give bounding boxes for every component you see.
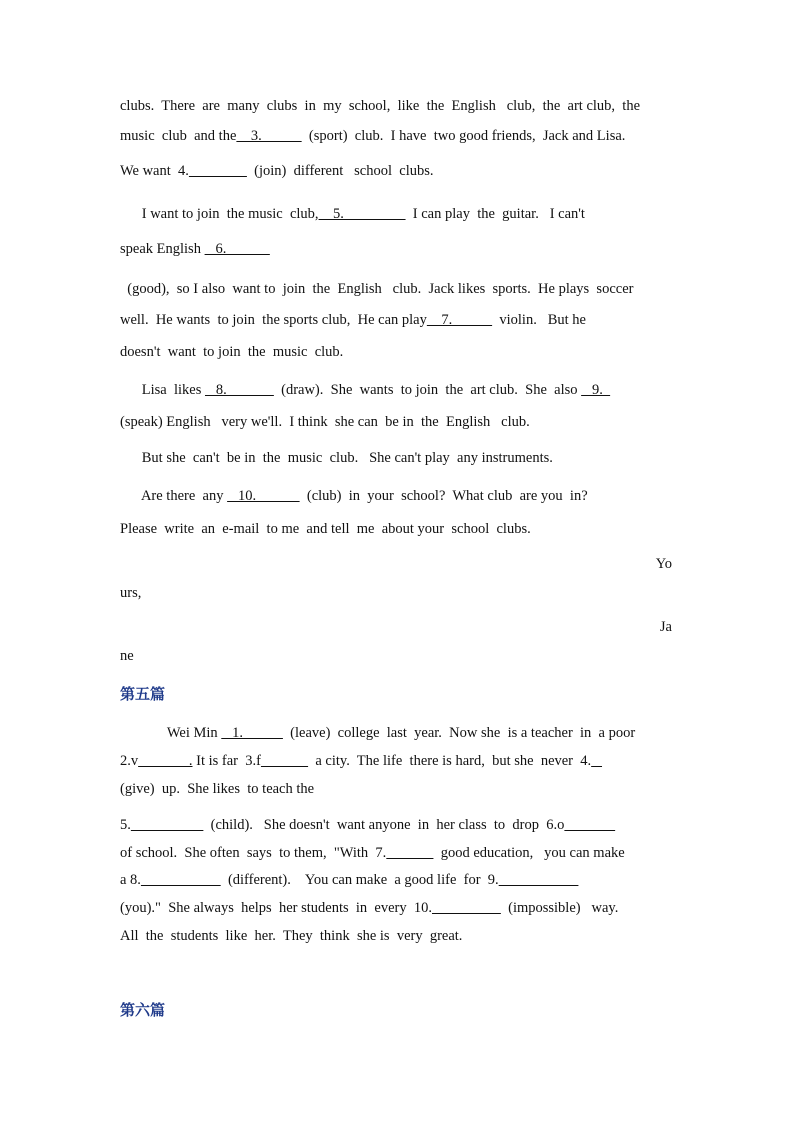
passage4-line-8: doesn't want to join the music club. — [120, 344, 344, 360]
passage4-line-11: But she can't be in the music club. She can't play any instruments. — [120, 450, 553, 466]
passage4-line-2: music club and the 3. (sport) club. I have two good friends, Jack and Lisa. — [120, 128, 626, 144]
passage4-line-12: Are there any 10. (club) in your school? What club are you in? — [120, 488, 588, 504]
section5-line-8: All the students like her. They think she is very great. — [120, 928, 463, 944]
section5-line-4: 5. (child). She doesn't want anyone in her class to drop 6.o — [120, 817, 565, 833]
passage4-line-1: clubs. There are many clubs in my school, like the English club, the art club, the — [120, 98, 641, 114]
section5-line-2: 2.v . It is far 3.f a city. The life there is hard, but she never 4. — [120, 753, 592, 769]
passage4-line-7: well. He wants to join the sports club, He can play 7. violin. But he — [120, 312, 586, 328]
section5-line-5: of school. She often says to them, "With 7. good education, you can make — [120, 845, 625, 861]
passage4-line-5: speak English 6. — [120, 241, 270, 257]
passage4-line-9: Lisa likes 8. (draw). She wants to join the art club. She also 9. — [120, 382, 611, 398]
signature-ja: Ja — [659, 619, 672, 635]
section5-line-1: Wei Min 1. (leave) college last year. Now she is a teacher in a poor — [120, 725, 636, 741]
closing-urs: urs, — [120, 585, 142, 601]
passage4-line-10: (speak) English very we'll. I think she can be in the English club. — [120, 414, 530, 430]
passage4-line-4: I want to join the music club, 5. I can play the guitar. I can't — [120, 206, 585, 222]
passage4-line-3: We want 4. (join) different school clubs. — [120, 163, 434, 179]
passage4-line-6: (good), so I also want to join the English club. Jack likes sports. He plays soccer — [120, 281, 634, 297]
section5-line-3: (give) up. She likes to teach the — [120, 781, 315, 797]
section5-line-6: a 8. (different). You can make a good life for 9. — [120, 872, 499, 888]
signature-ne: ne — [120, 648, 134, 664]
section5-heading: 第五篇 — [120, 685, 166, 703]
closing-yo: Yo — [655, 556, 672, 572]
passage4-line-13: Please write an e-mail to me and tell me about your school clubs. — [120, 521, 531, 537]
section5-line-7: (you)." She always helps her students in every 10. (impossible) way. — [120, 900, 619, 916]
section6-heading: 第六篇 — [120, 1001, 166, 1019]
